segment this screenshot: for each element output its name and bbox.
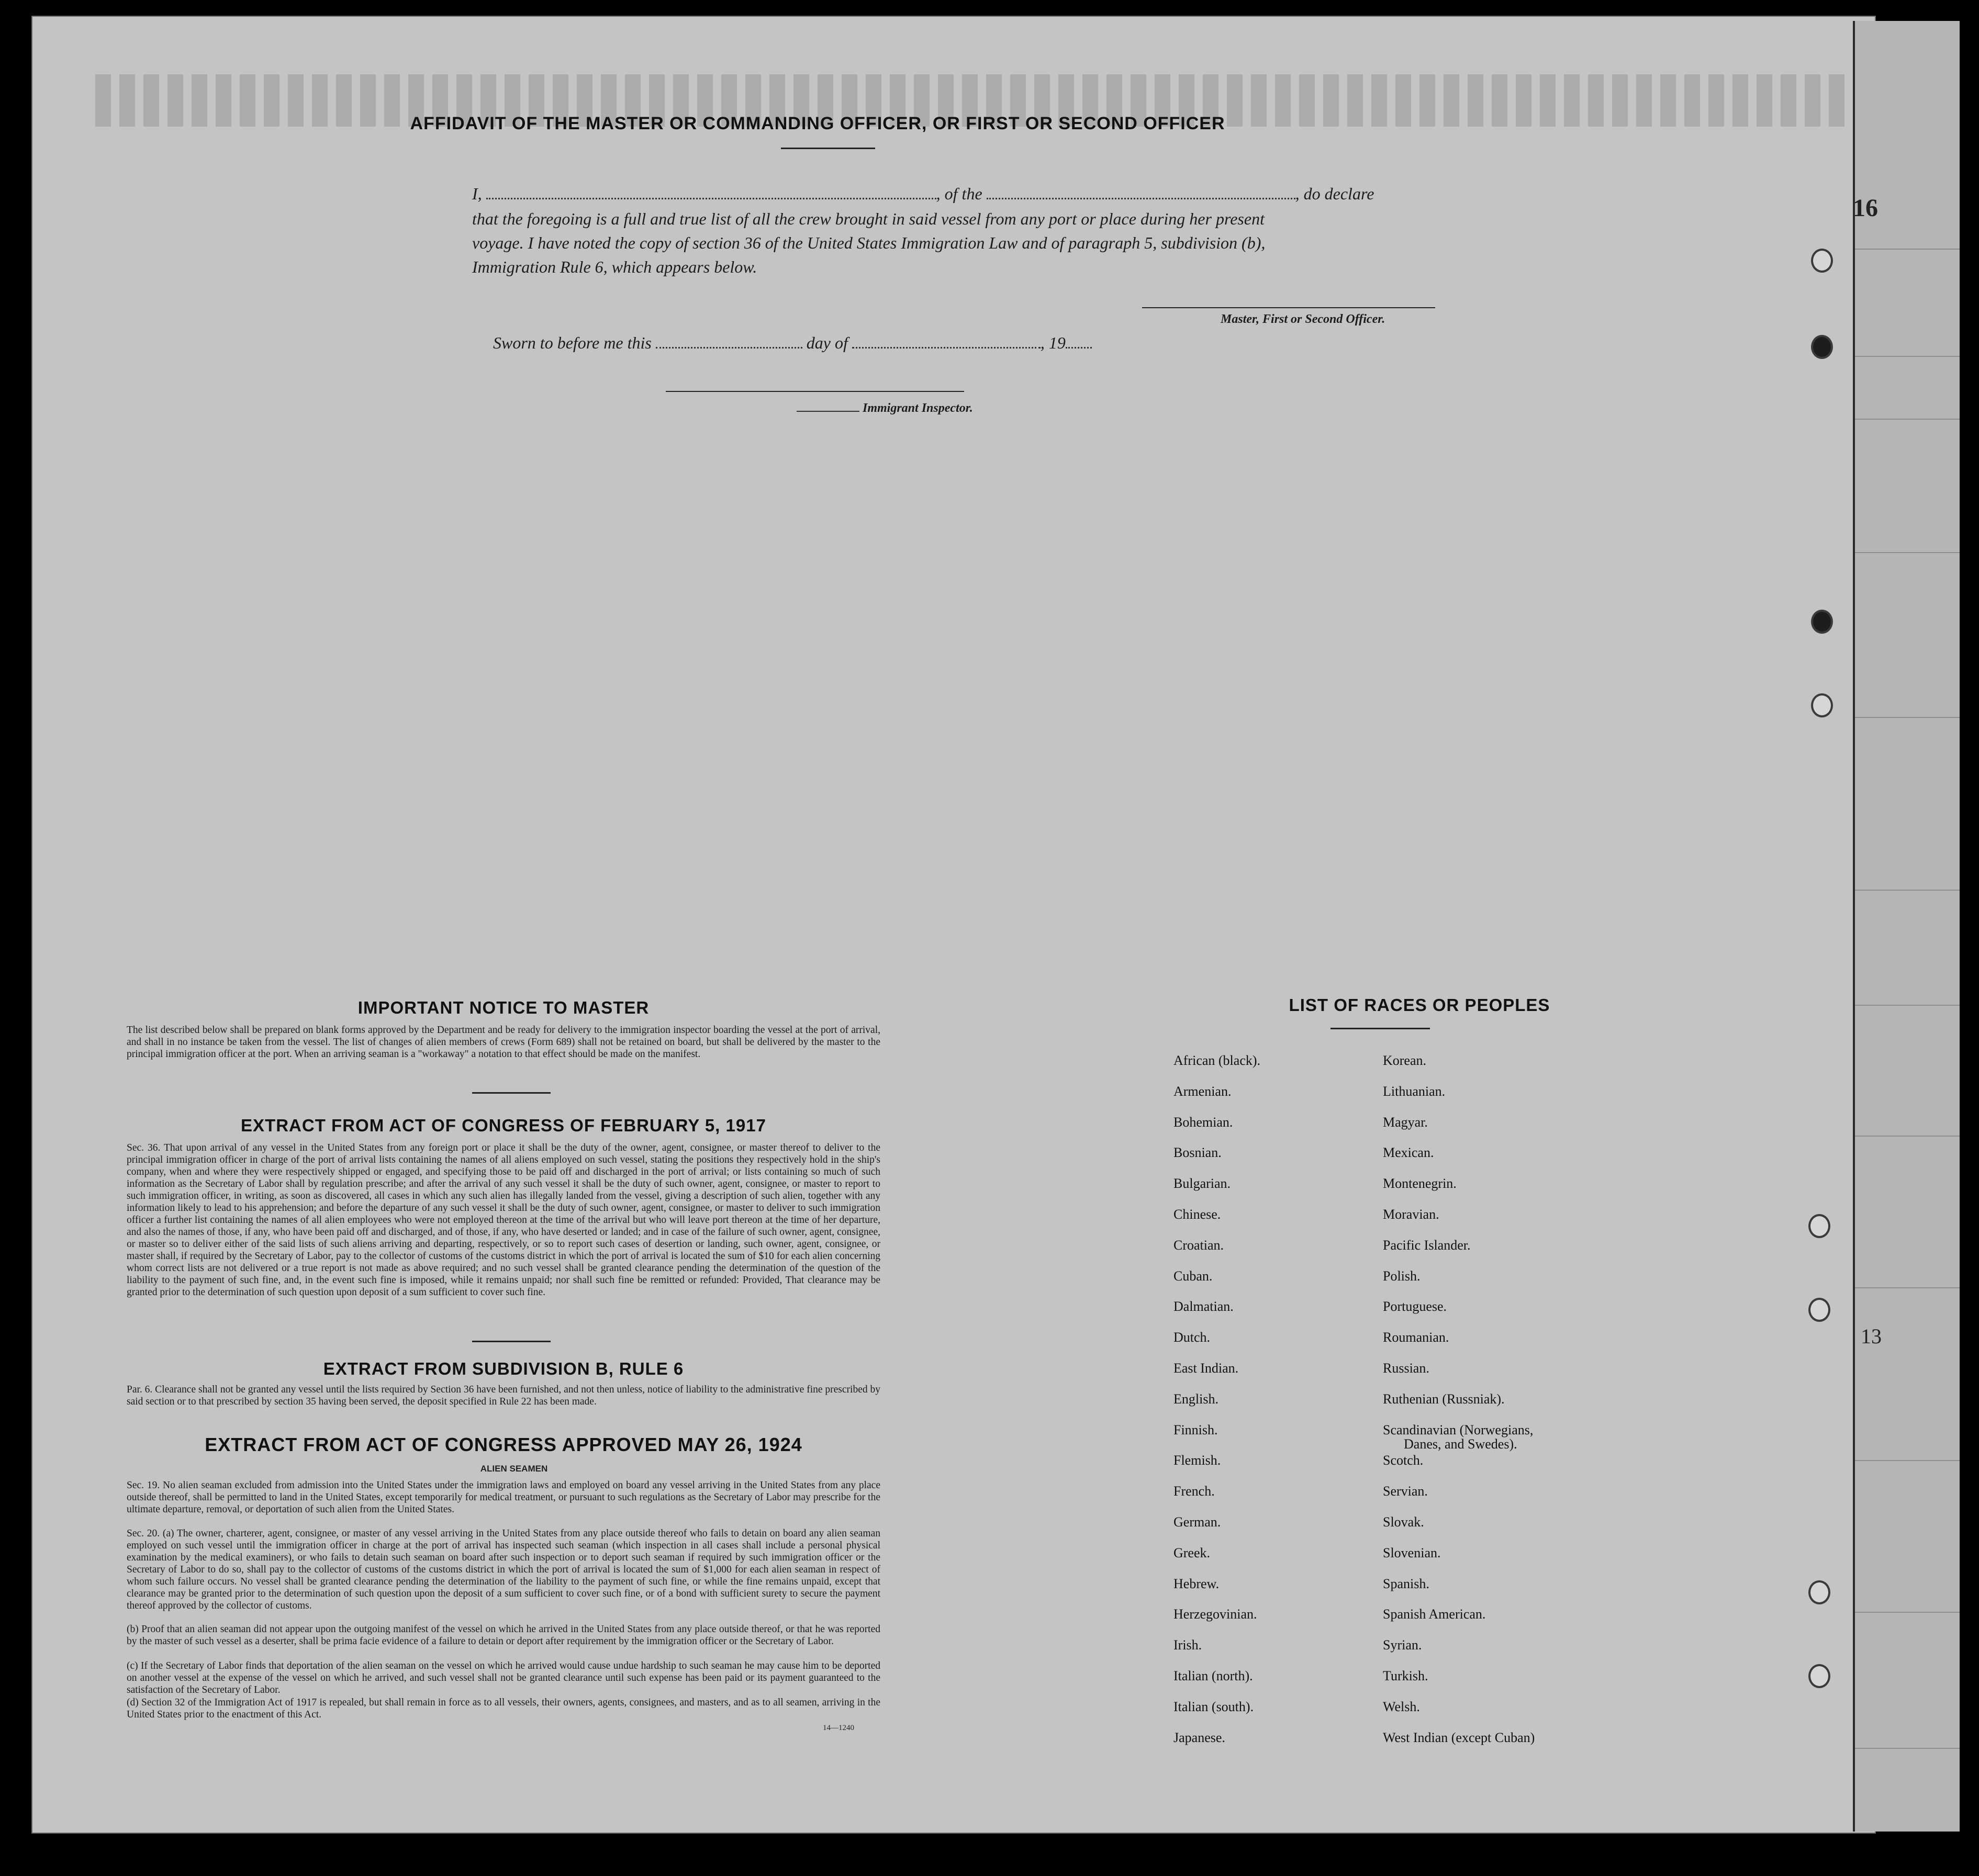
day-of-label: day of [806, 333, 848, 352]
binder-hole [1808, 1298, 1830, 1322]
race-item: Spanish American. [1383, 1607, 1486, 1622]
race-item: Irish. [1173, 1637, 1202, 1653]
race-item: German. [1173, 1514, 1221, 1530]
sec20c-text: (c) If the Secretary of Labor finds that deportation of the alien seaman on the vessel on which he arrived would cause undue hardship to such seaman he may cause him to be deported on another vessel at the expense of the vessel on which he arrived, and such vessel shall not be granted clearance until such expense has been paid or its payment guaranteed to the satisfaction of the Secretary of Labor. [127, 1660, 880, 1695]
race-item: African (black). [1173, 1053, 1261, 1068]
race-item: Slovenian. [1383, 1545, 1441, 1560]
inspector-signature-line[interactable] [666, 391, 964, 392]
race-item: Herzegovinian. [1173, 1607, 1257, 1622]
race-item: French. [1173, 1484, 1215, 1499]
race-item: Welsh. [1383, 1699, 1420, 1714]
race-item: Ruthenian (Russniak). [1383, 1391, 1505, 1407]
sec20a-text: Sec. 20. (a) The owner, charterer, agent, consignee, or master of any vessel arriving in the United States from any place outside thereof who fails to detain on board any alien seaman employed on such vessel until the immigration officer in charge at the port of arrival has inspected such seaman (which inspection in all cases shall include a personal physical examination by the medical examiners), or who fails to detain such seaman on board after such inspection or to deport such seaman if required by such immigration officer or the Secretary of Labor to do so, shall pay to the collector of customs of the customs district in which the port of arrival is located the sum of $1,000 for each alien seaman in respect of whom such failure occurs. No vessel shall be granted clearance pending the determination of the liability to the payment of such fine, or while the fine remains unpaid, except that clearance may be granted prior to the determination of such question upon the deposit of a sum sufficient to cover such fine, or of a bond with sufficient surety to secure the payment thereof approved by the collector of customs. [127, 1528, 880, 1611]
race-item: Bulgarian. [1173, 1176, 1231, 1192]
day-blank[interactable] [656, 347, 802, 349]
race-item: Roumanian. [1383, 1330, 1449, 1345]
sec19-text: Sec. 19. No alien seaman excluded from admission into the United States under the immigration laws and employed on board any vessel arriving in the United States from any place outside thereof, shall be permitted to land in the United States, except temporarily for medical treatment, or pursuant to such regulations as the Secretary of Labor may prescribe for the ultimate departure, removal, or deportation of such alien from the United States. [127, 1480, 880, 1515]
form-number: 14—1240 [823, 1724, 854, 1732]
race-item: Flemish. [1173, 1453, 1221, 1468]
affidavit-title-rule [781, 148, 875, 149]
binder-hole [1811, 610, 1833, 634]
race-item: Greek. [1173, 1545, 1211, 1560]
affidavit-of-the: , of the [936, 184, 982, 203]
race-item: Lithuanian. [1383, 1083, 1446, 1099]
affidavit-line3: voyage. I have noted the copy of section 36 of the United States Immigration Law and of paragraph 5, subdivision (b), [472, 233, 1266, 252]
affidavit-line1 [472, 184, 1374, 204]
race-item: Cuban. [1173, 1268, 1213, 1284]
race-item: Scotch. [1383, 1453, 1424, 1468]
document-page [31, 16, 1876, 1834]
month-blank[interactable] [852, 347, 1041, 349]
race-item: Finnish. [1173, 1422, 1218, 1437]
binder-hole [1811, 693, 1833, 717]
extract-1917-text: Sec. 36. That upon arrival of any vessel in the United States from any foreign port or place it shall be the duty of the owner, agent, consignee, or master thereof to deliver to the principal immigration officer in charge of the port of arrival lists containing the names of all aliens employed on such vessel, stating the positions they respectively hold in the ship's company, when and where they were respectively shipped or engaged, and specifying those to be paid off and discharged in the port of arrival; or lists containing so much of such information as the Secretary of Labor shall by regulation prescribe; and after the arrival of any such vessel it shall be the duty of such owner, agent, consignee, or master to report to such immigration officer, in writing, as soon as discovered, all cases in which any such alien has illegally landed from the vessel, giving a description of such alien, together with any information likely to lead to his apprehension; and before the departure of any such vessel it shall be the duty of such owner, agent, consignee, or master to deliver to such immigration officer a further list containing the names of all alien employees who were not employed thereon at the time of the arrival but who will leave port thereon at the time of her departure, and also the names of those, if any, who have been paid off and discharged, and of those, if any, who have deserted or landed; and in case of the failure of such owner, agent, consignee, or master so to deliver either of the said lists of such aliens arriving and departing, respectively, or so to report such cases of desertion or landing, such owner, agent, consignee, or master shall, if required by the Secretary of Labor, pay to the collector of customs of the customs district in which the port of arrival is located the sum of $10 for each alien concerning whom correct lists are not delivered or a true report is not made as above required; and no such vessel shall be granted clearance pending the determination of the question of the liability to the payment of such fine, and, in the event such fine is imposed, while it remains unpaid; nor shall such fine be remitted or refunded: Provided, That clearance may be granted prior to the determination of such question upon deposit of a sum sufficient to cover such fine. [127, 1142, 880, 1298]
sworn-label: Sworn to before me this [493, 333, 652, 352]
binder-hole [1811, 249, 1833, 273]
race-item: Scandinavian (Norwegians, [1383, 1422, 1534, 1437]
binder-hole [1808, 1214, 1830, 1238]
race-item: Italian (south). [1173, 1699, 1254, 1714]
binder-hole [1811, 335, 1833, 359]
notice-text: The list described below shall be prepared on blank forms approved by the Department and be ready for delivery to the immigration inspector boarding the vessel at the port of arrival, and shall in no instance be taken from the vessel. The list of changes of alien members of crews (Form 689) shall not be retained on board, but shall be delivered by the master to the principal immigration officer at the port. When an arriving seaman is a "workaway" a notation to that effect should be made on the manifest. [127, 1025, 880, 1060]
extract-1924-title: EXTRACT FROM ACT OF CONGRESS APPROVED MAY 26, 1924 [205, 1434, 802, 1455]
race-item: Russian. [1383, 1361, 1429, 1376]
race-item: West Indian (except Cuban) [1383, 1729, 1535, 1745]
alien-seamen-subtitle: ALIEN SEAMEN [480, 1464, 548, 1474]
margin-number-top: 16 [1853, 194, 1878, 222]
race-item: Servian. [1383, 1484, 1428, 1499]
inspector-label-text: Immigrant Inspector. [863, 401, 973, 415]
race-item: Danes, and Swedes). [1404, 1436, 1517, 1452]
races-rule [1330, 1028, 1430, 1029]
year-label: , 19 [1040, 333, 1066, 352]
binder-hole [1808, 1580, 1830, 1604]
affidavit-declare: , do declare [1295, 184, 1374, 203]
extract-1917-rule [472, 1341, 551, 1342]
affidavit-line4: Immigration Rule 6, which appears below. [472, 257, 757, 276]
master-signature-label: Master, First or Second Officer. [1221, 312, 1385, 326]
race-item: Turkish. [1383, 1668, 1428, 1683]
notice-rule [472, 1092, 551, 1094]
sec20d-text: (d) Section 32 of the Immigration Act of 1917 is repealed, but shall remain in force as to all vessels, their owners, agents, consignees, and masters, and as to all seamen, arriving in the United States prior to the enactment of this Act. [127, 1697, 880, 1720]
race-item: Bohemian. [1173, 1114, 1233, 1130]
race-item: Pacific Islander. [1383, 1237, 1471, 1253]
adjacent-page-edge [1853, 21, 1960, 1832]
race-item: Japanese. [1173, 1729, 1225, 1745]
margin-number-bottom: 13 [1861, 1324, 1882, 1348]
inspector-signature-label [797, 401, 973, 415]
race-item: Moravian. [1383, 1207, 1439, 1222]
vessel-blank[interactable] [987, 198, 1295, 199]
race-item: Italian (north). [1173, 1668, 1253, 1683]
race-item: Dalmatian. [1173, 1299, 1234, 1315]
binder-hole [1808, 1664, 1830, 1688]
sworn-line [493, 333, 1092, 353]
year-blank[interactable] [1066, 347, 1092, 349]
race-item: Mexican. [1383, 1145, 1434, 1161]
affidavit-line2: that the foregoing is a full and true list of all the crew brought in said vessel from any port or place during her present [472, 209, 1265, 228]
sec20b-text: (b) Proof that an alien seaman did not appear upon the outgoing manifest of the vessel on which he arrived in the United States from any place outside thereof, or that he was reported by the master of such vessel as a deserter, shall be prima facie evidence of a failure to detain or deport after requirement by the immigration officer or the Secretary of Labor. [127, 1624, 880, 1647]
rule6-title: EXTRACT FROM SUBDIVISION B, RULE 6 [323, 1359, 684, 1378]
affidavit-i: I, [472, 184, 482, 203]
races-title: LIST OF RACES OR PEOPLES [1289, 995, 1550, 1015]
race-item: Portuguese. [1383, 1299, 1447, 1315]
race-item: Korean. [1383, 1053, 1427, 1068]
race-item: Polish. [1383, 1268, 1421, 1284]
race-item: Slovak. [1383, 1514, 1424, 1530]
race-item: English. [1173, 1391, 1218, 1407]
notice-title: IMPORTANT NOTICE TO MASTER [357, 998, 650, 1017]
race-item: Armenian. [1173, 1083, 1232, 1099]
race-item: Magyar. [1383, 1114, 1428, 1130]
race-item: Croatian. [1173, 1237, 1224, 1253]
race-item: Spanish. [1383, 1576, 1429, 1591]
race-item: Bosnian. [1173, 1145, 1222, 1161]
race-item: Montenegrin. [1383, 1176, 1457, 1192]
affidavit-title: AFFIDAVIT OF THE MASTER OR COMMANDING OFFICER, OR FIRST OR SECOND OFFICER [410, 114, 1225, 133]
race-item: East Indian. [1173, 1361, 1239, 1376]
rule6-text: Par. 6. Clearance shall not be granted any vessel until the lists required by Section 36 have been furnished, and not then unless, notice of liability to the administrative fine prescribed by said section or to that prescribed by section 35 having been served, the deposit specified in Rule 22 has been made. [127, 1384, 880, 1407]
extract-1917-title: EXTRACT FROM ACT OF CONGRESS OF FEBRUARY 5, 1917 [241, 1116, 766, 1135]
name-blank[interactable] [486, 198, 936, 199]
race-item: Chinese. [1173, 1207, 1221, 1222]
race-item: Syrian. [1383, 1637, 1422, 1653]
race-item: Hebrew. [1173, 1576, 1220, 1591]
master-signature-line[interactable] [1142, 307, 1435, 308]
race-item: Dutch. [1173, 1330, 1211, 1345]
